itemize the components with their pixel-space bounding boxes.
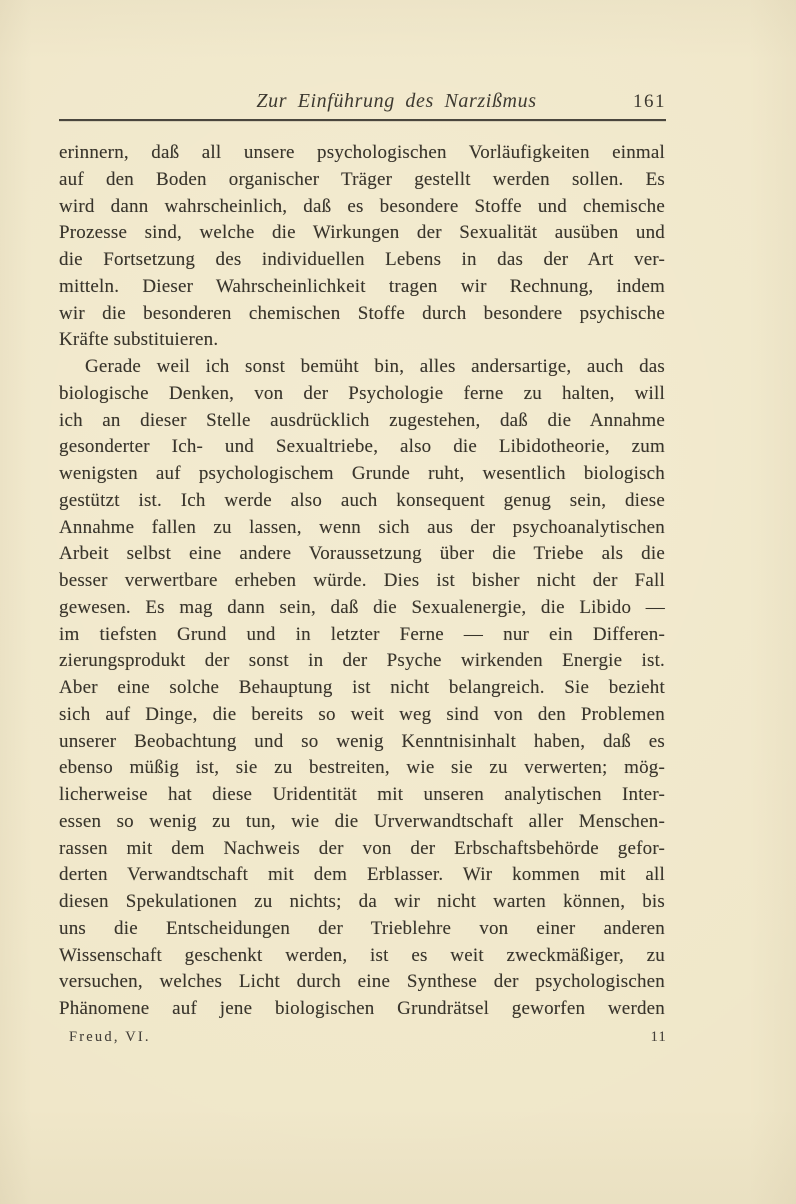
text-line: wird dann wahrscheinlich, daß es besondere Stoffe und chemische	[59, 195, 665, 217]
text-line: wir die besonderen chemischen Stoffe durch besondere psychische	[59, 302, 665, 324]
text-line: Annahme fallen zu lassen, wenn sich aus der psychoanalytischen	[59, 516, 665, 538]
page-number: 161	[633, 91, 666, 112]
text-line: erinnern, daß all unsere psychologischen Vorläufigkeiten einmal	[59, 142, 665, 163]
text-line: biologische Denken, von der Psychologie ferne zu halten, will	[59, 382, 665, 404]
text-line: gewesen. Es mag dann sein, daß die Sexualenergie, die Libido —	[59, 596, 665, 618]
text-line: zierungsprodukt der sonst in der Psyche wirkenden Energie ist.	[59, 650, 665, 672]
running-title: Zur Einführung des Narzißmus	[256, 90, 537, 112]
text-line: licherweise hat diese Uridentität mit unseren analytischen Inter-	[59, 784, 665, 805]
text-line: Wissenschaft geschenkt werden, ist es weit zweckmäßiger, zu	[59, 944, 665, 966]
text-line: Kräfte substituieren.	[59, 329, 219, 351]
sheet-number: 11	[650, 1029, 667, 1045]
text-line: Phänomene auf jene biologischen Grundrätsel geworfen werden	[59, 998, 665, 1019]
text-line: mitteln. Dieser Wahrscheinlichkeit tragen wir Rechnung, indem	[59, 275, 665, 297]
text-line: unserer Beobachtung und so wenig Kenntnisinhalt haben, daß es	[59, 730, 665, 752]
text-line: besser verwertbare erheben würde. Dies ist bisher nicht der Fall	[59, 570, 665, 591]
text-line: wenigsten auf psychologischem Grunde ruht, wesentlich biologisch	[59, 463, 665, 484]
text-line: ebenso müßig ist, sie zu bestreiten, wie sie zu verwerten; mög-	[59, 757, 665, 779]
text-line: uns die Entscheidungen der Trieblehre von einer anderen	[59, 917, 665, 939]
text-line: gestützt ist. Ich werde also auch konsequent genug sein, diese	[59, 489, 665, 511]
text-line: gesonderter Ich- und Sexualtriebe, also die Libidotheorie, zum	[59, 436, 665, 458]
text-line: sich auf Dinge, die bereits so weit weg sind von den Problemen	[59, 703, 665, 725]
page-footer	[59, 1029, 667, 1046]
text-line: ich an dieser Stelle ausdrücklich zugestehen, daß die Annahme	[59, 409, 665, 431]
text-line: auf den Boden organischer Träger gestellt werden sollen. Es	[59, 168, 665, 190]
text-line: die Fortsetzung des individuellen Lebens in das der Art ver-	[59, 249, 665, 270]
text-line: rassen mit dem Nachweis der von der Erbschaftsbehörde gefor-	[59, 837, 665, 859]
volume-signature: Freud, VI.	[69, 1029, 151, 1045]
text-line: Arbeit selbst eine andere Voraussetzung über die Triebe als die	[59, 543, 665, 565]
text-line: essen so wenig zu tun, wie die Urverwandtschaft aller Menschen-	[59, 810, 665, 832]
text-line: diesen Spekulationen zu nichts; da wir nicht warten können, bis	[59, 891, 665, 912]
text-line: Gerade weil ich sonst bemüht bin, alles andersartige, auch das	[85, 356, 665, 377]
text-line: derten Verwandtschaft mit dem Erblasser. Wir kommen mit all	[59, 864, 665, 886]
text-line: Prozesse sind, welche die Wirkungen der Sexualität ausüben und	[59, 222, 665, 244]
text-line: versuchen, welches Licht durch eine Synthese der psychologischen	[59, 971, 665, 993]
text-line: im tiefsten Grund und in letzter Ferne — nur ein Differen-	[59, 623, 665, 645]
header-rule	[59, 119, 666, 121]
running-head	[59, 90, 666, 116]
text-line: Aber eine solche Behauptung ist nicht belangreich. Sie bezieht	[59, 677, 665, 698]
body-text	[59, 140, 665, 1023]
